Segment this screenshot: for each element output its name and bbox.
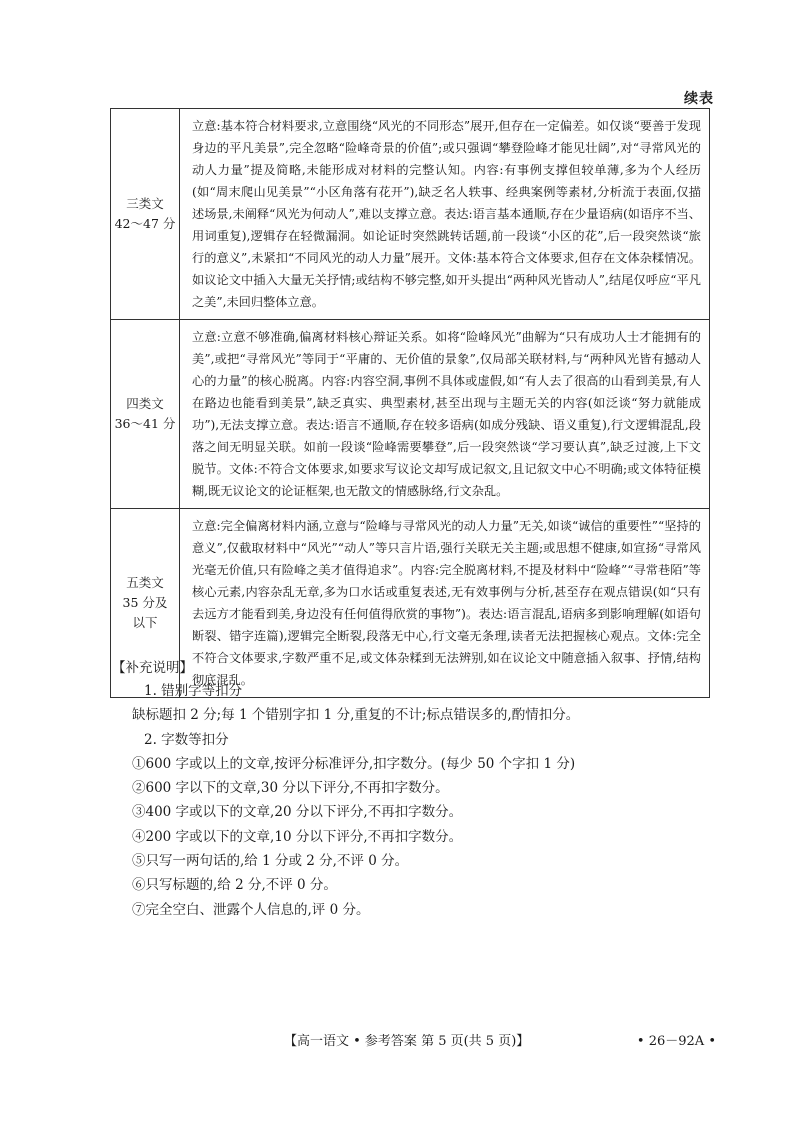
supplement-title: 【补充说明】 <box>112 660 193 676</box>
grade-row-4 <box>111 320 710 509</box>
rule-item: ①600 字或以上的文章,按评分标准评分,扣字数分。(每少 50 个字扣 1 分) <box>132 755 576 772</box>
grade-label: 五类文 35 分及 以下 <box>111 509 180 698</box>
rule-item: ②600 字以下的文章,30 分以下评分,不再扣字数分。 <box>132 780 449 797</box>
grade-row-3 <box>111 109 710 320</box>
section-body: 缺标题扣 2 分;每 1 个错别字扣 1 分,重复的不计;标点错误多的,酌情扣分。 <box>132 707 580 724</box>
rule-item: ③400 字或以下的文章,20 分以下评分,不再扣字数分。 <box>132 804 463 821</box>
page-footer <box>0 1030 800 1054</box>
grade-criteria: 立意:完全偏离材料内涵,立意与“险峰与寻常风光的动人力量”无关,如谈“诚信的重要性”“坚持的意义”,仅截取材料中“风光”“动人”等只言片语,强行关联无关主题;或思想不健康,如宣扬“寻常风光毫无价值,只有险峰之美才值得追求”。内容:完全脱离材料,不提及材料中“险峰”“寻常巷陌”等核心元素,内容杂乱无章,多为口水话或重复表述,无有效事例与分析,甚至存在观点错误(如“只有去远方才能看到美,身边没有任何值得欣赏的事物”)。表达:语言混乱,语病多到影响理解(如语句断裂、错字连篇),逻辑完全断裂,段落无中心,行文毫无条理,读者无法把握核心观点。文体:完全不符合文体要求,字数严重不足,或文体杂糅到无法辨别,如在议论文中随意插入叙事、抒情,结构彻底混乱。 <box>180 509 710 698</box>
rule-item: ④200 字或以下的文章,10 分以下评分,不再扣字数分。 <box>132 828 463 845</box>
continued-table-label: 续表 <box>684 91 714 107</box>
rule-item: ⑦完全空白、泄露个人信息的,评 0 分。 <box>132 901 370 918</box>
supplement-notes <box>112 657 712 922</box>
section-heading: 1. 错别字等扣分 <box>144 683 243 699</box>
rule-item: ⑤只写一两句话的,给 1 分或 2 分,不评 0 分。 <box>132 853 409 870</box>
grade-criteria: 立意:立意不够准确,偏离材料核心辩证关系。如将“险峰风光”曲解为“只有成功人士才能拥有的美”,或把“寻常风光”等同于“平庸的、无价值的景象”,仅局部关联材料,与“两种风光皆有撼动人心的力量”的核心脱离。内容:内容空洞,事例不具体或虚假,如“有人去了很高的山看到美景,有人在路边也能看到美景”,缺乏真实、典型素材,甚至出现与主题无关的内容(如泛谈“努力就能成功”),无法支撑立意。表达:语言不通顺,存在较多语病(如成分残缺、语义重复),行文逻辑混乱,段落之间无明显关联。如前一段谈“险峰需要攀登”,后一段突然谈“学习要认真”,缺乏过渡,上下文脱节。文体:不符合文体要求,如要求写议论文却写成记叙文,且记叙文中心不明确;或文体特征模糊,既无议论文的论证框架,也无散文的情感脉络,行文杂乱。 <box>180 320 710 509</box>
footer-doc-code: • 26－92A • <box>636 1034 716 1049</box>
grading-table <box>110 108 710 698</box>
rule-item: ⑥只写标题的,给 2 分,不评 0 分。 <box>132 877 337 894</box>
footer-page-info: 【高一语文 • 参考答案 第 5 页(共 5 页)】 <box>284 1034 530 1049</box>
grade-criteria: 立意:基本符合材料要求,立意围绕“风光的不同形态”展开,但存在一定偏差。如仅谈“要善于发现身边的平凡美景”,完全忽略“险峰奇景的价值”;或只强调“攀登险峰才能见壮阔”,对“寻常风光的动人力量”提及简略,未能形成对材料的完整认知。内容:有事例支撑但较单薄,多为个人经历(如“周末爬山见美景”“小区角落有花开”),缺乏名人轶事、经典案例等素材,分析流于表面,仅描述场景,未阐释“风光为何动人”,难以支撑立意。表达:语言基本通顺,存在少量语病(如语序不当、用词重复),逻辑存在轻微漏洞。如论证时突然跳转话题,前一段谈“小区的花”,后一段突然谈“旅行的意义”,未紧扣“不同风光的动人力量”展开。文体:基本符合文体要求,但存在文体杂糅情况。如议论文中插入大量无关抒情;或结构不够完整,如开头提出“两种风光皆动人”,结尾仅呼应“平凡之美”,未回归整体立意。 <box>180 109 710 320</box>
grade-label: 四类文 36～41 分 <box>111 320 180 509</box>
grade-label: 三类文 42～47 分 <box>111 109 180 320</box>
section-heading: 2. 字数等扣分 <box>144 731 229 748</box>
